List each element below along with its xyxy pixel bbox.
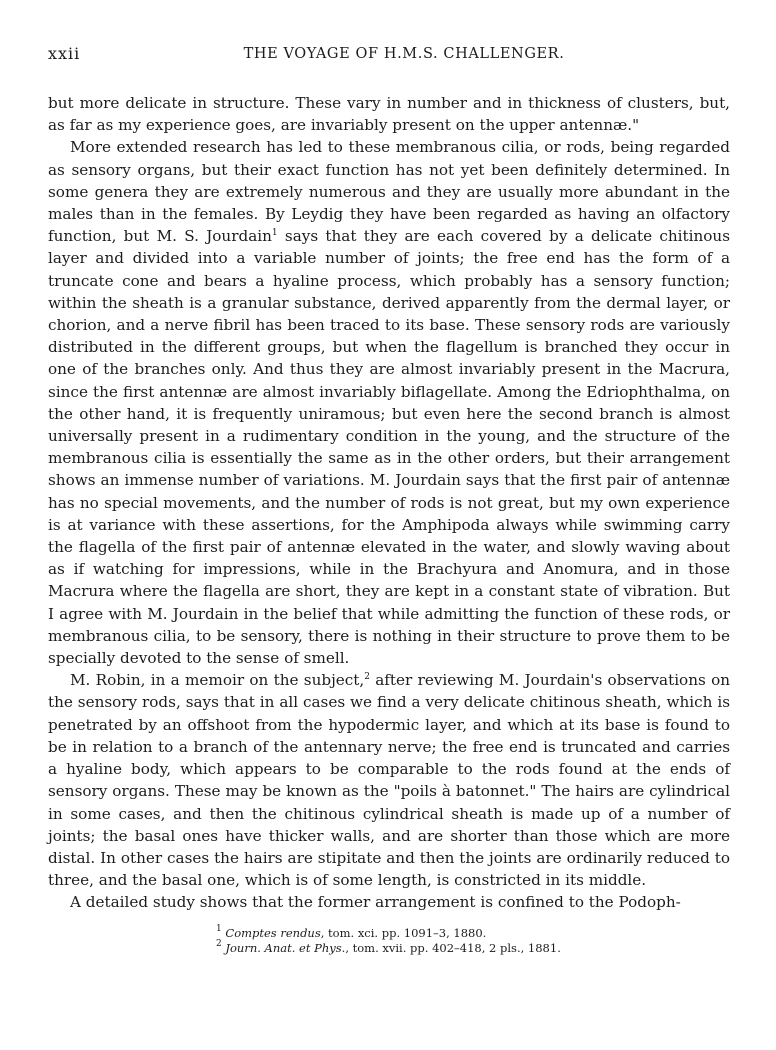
paragraph-4: A detailed study shows that the former arrangement is confined to the Podoph- <box>70 893 681 912</box>
footnote-1-source: Comptes rendus <box>225 925 321 940</box>
paragraph-2 <box>48 136 730 669</box>
paragraph-1: but more delicate in structure. These vary in number and in thickness of clusters, but, as far as my experience goes, are invariably present on the upper antennæ." <box>48 94 730 135</box>
footnote-2-source: Journ. Anat. et Phys. <box>225 940 346 955</box>
paragraph-2-part-b: says that they are each covered by a delicate chitinous layer and divided into a variable number of joints; the free end has the form of a truncate cone and bears a hyaline process, which probably has a sensory function; within the sheath is a granular substance, derived apparently from the dermal layer, or chorion, and a nerve fibril has been traced to its base. These sensory rods are variously distributed in the different groups, but when the flagellum is branched they occur in one of the branches only. And thus they are almost invariably present in the Macrura, since the first antennæ are almost invariably biflagellate. Among the Edriophthalma, on the other hand, it is frequently uniramous; but even here the second branch is almost universally present in a rudimentary condition in the young, and the structure of the membranous cilia is essentially the same as in the other orders, but their arrangement shows an immense number of variations. M. Jourdain says that the first pair of antennæ has no special movements, and the number of rods is not great, but my own experience is at variance with these assertions, for the Amphipoda always while swimming carry the flagella of the first pair of antennæ elevated in the water, and slowly waving about as if watching for impressions, while in the Brachyura and Anomura, and in those Macrura where the flagella are short, they are kept in a constant state of vibration. But I agree with M. Jourdain in the belief that while admitting the function of these rods, or membranous cilia, to be sensory, there is nothing in their structure to prove them to be specially devoted to the sense of smell. <box>48 227 730 668</box>
footnote-1-citation: , tom. xci. pp. 1091–3, 1880. <box>320 925 487 940</box>
running-title: THE VOYAGE OF H.M.S. CHALLENGER. <box>243 46 565 62</box>
footnote-2 <box>216 938 730 956</box>
body-text <box>48 92 730 914</box>
paragraph-2-part-a: More extended research has led to these membranous cilia, or rods, being regarded as sensory organs, but their exact function has not yet been definitely determined. In some genera they are extremely numerous and they are usually more abundant in the males than in the females. By Leydig they have been regarded as having an olfactory function, but M. S. Jourdain <box>48 138 730 246</box>
paragraph-3 <box>48 669 730 891</box>
footnote-2-marker: 2 <box>216 938 222 949</box>
footnote-ref-2: 2 <box>364 672 370 683</box>
footnotes <box>48 923 730 956</box>
paragraph-3-part-b: after reviewing M. Jourdain's observations on the sensory rods, says that in all cases we find a very delicate chitinous sheath, which is penetrated by an offshoot from the hypodermic layer, and which at its base is found to be in relation to a branch of the antennary nerve; the free end is truncated and carries a hyaline body, which appears to be comparable to the rods found at the ends of sensory organs. These may be known as the "poils à batonnet." The hairs are cylindrical in some cases, and then the chitinous cylindrical sheath is made up of a number of joints; the basal ones have thicker walls, and are shorter than those which are more distal. In other cases the hairs are stipitate and then the joints are ordinarily reduced to three, and the basal one, which is of some length, is constricted in its middle. <box>48 671 730 890</box>
footnote-ref-1: 1 <box>271 228 278 239</box>
footnote-2-citation: , tom. xvii. pp. 402–418, 2 pls., 1881. <box>345 940 561 955</box>
running-head <box>48 44 730 70</box>
page-number: xxii <box>48 44 81 63</box>
paragraph-3-part-a: M. Robin, in a memoir on the subject, <box>70 671 365 690</box>
footnote-1-marker: 1 <box>216 923 222 934</box>
footnote-1 <box>216 923 730 941</box>
